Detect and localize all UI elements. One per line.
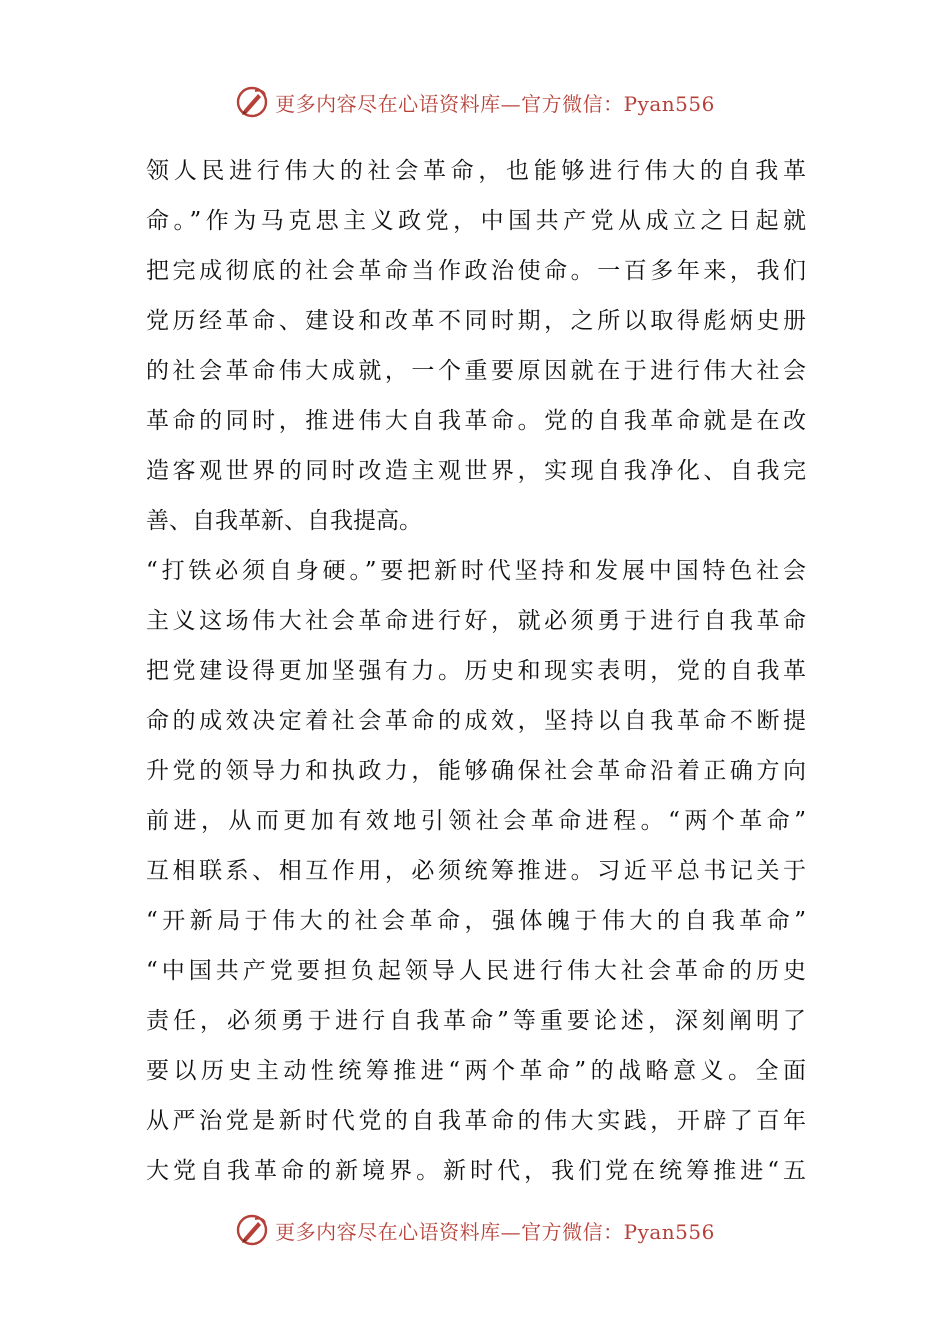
text-line: 命的成效决定着社会革命的成效，坚持以自我革命不断提 xyxy=(146,708,806,734)
text-line: 党历经革命、建设和改革不同时期，之所以取得彪炳史册 xyxy=(146,308,806,334)
text-line: “打铁必须自身硬。”要把新时代坚持和发展中国特色社会 xyxy=(146,558,806,584)
text-line: 善、自我革新、自我提高。 xyxy=(146,508,422,534)
pen-logo-icon xyxy=(235,1213,269,1247)
text-line: 主义这场伟大社会革命进行好，就必须勇于进行自我革命 xyxy=(146,608,806,634)
text-line: 革命的同时，推进伟大自我革命。党的自我革命就是在改 xyxy=(146,408,806,434)
article-body xyxy=(146,146,806,1196)
header-watermark-text: 更多内容尽在心语资料库—官方微信：Pyan556 xyxy=(275,91,715,116)
text-line: 前进，从而更加有效地引领社会革命进程。“两个革命” xyxy=(146,808,806,834)
header-watermark xyxy=(0,80,950,124)
text-line: 互相联系、相互作用，必须统筹推进。习近平总书记关于 xyxy=(146,858,806,884)
text-line: 造客观世界的同时改造主观世界，实现自我净化、自我完 xyxy=(146,458,806,484)
footer-watermark xyxy=(0,1208,950,1252)
text-line: 责任，必须勇于进行自我革命”等重要论述，深刻阐明了 xyxy=(146,1008,806,1034)
text-line: 要以历史主动性统筹推进“两个革命”的战略意义。全面 xyxy=(146,1058,806,1084)
text-line: “中国共产党要担负起领导人民进行伟大社会革命的历史 xyxy=(146,958,806,984)
text-line: 大党自我革命的新境界。新时代，我们党在统筹推进“五 xyxy=(146,1158,806,1184)
text-line: “开新局于伟大的社会革命，强体魄于伟大的自我革命” xyxy=(146,908,806,934)
text-line: 把党建设得更加坚强有力。历史和现实表明，党的自我革 xyxy=(146,658,806,684)
footer-watermark-text: 更多内容尽在心语资料库—官方微信：Pyan556 xyxy=(275,1219,715,1244)
text-line: 把完成彻底的社会革命当作政治使命。一百多年来，我们 xyxy=(146,258,806,284)
text-line: 的社会革命伟大成就，一个重要原因就在于进行伟大社会 xyxy=(146,358,806,384)
text-line: 命。”作为马克思主义政党，中国共产党从成立之日起就 xyxy=(146,208,806,234)
text-line: 从严治党是新时代党的自我革命的伟大实践，开辟了百年 xyxy=(146,1108,806,1134)
pen-logo-icon xyxy=(235,85,269,119)
text-line: 升党的领导力和执政力，能够确保社会革命沿着正确方向 xyxy=(146,758,806,784)
text-line: 领人民进行伟大的社会革命，也能够进行伟大的自我革 xyxy=(146,158,806,184)
